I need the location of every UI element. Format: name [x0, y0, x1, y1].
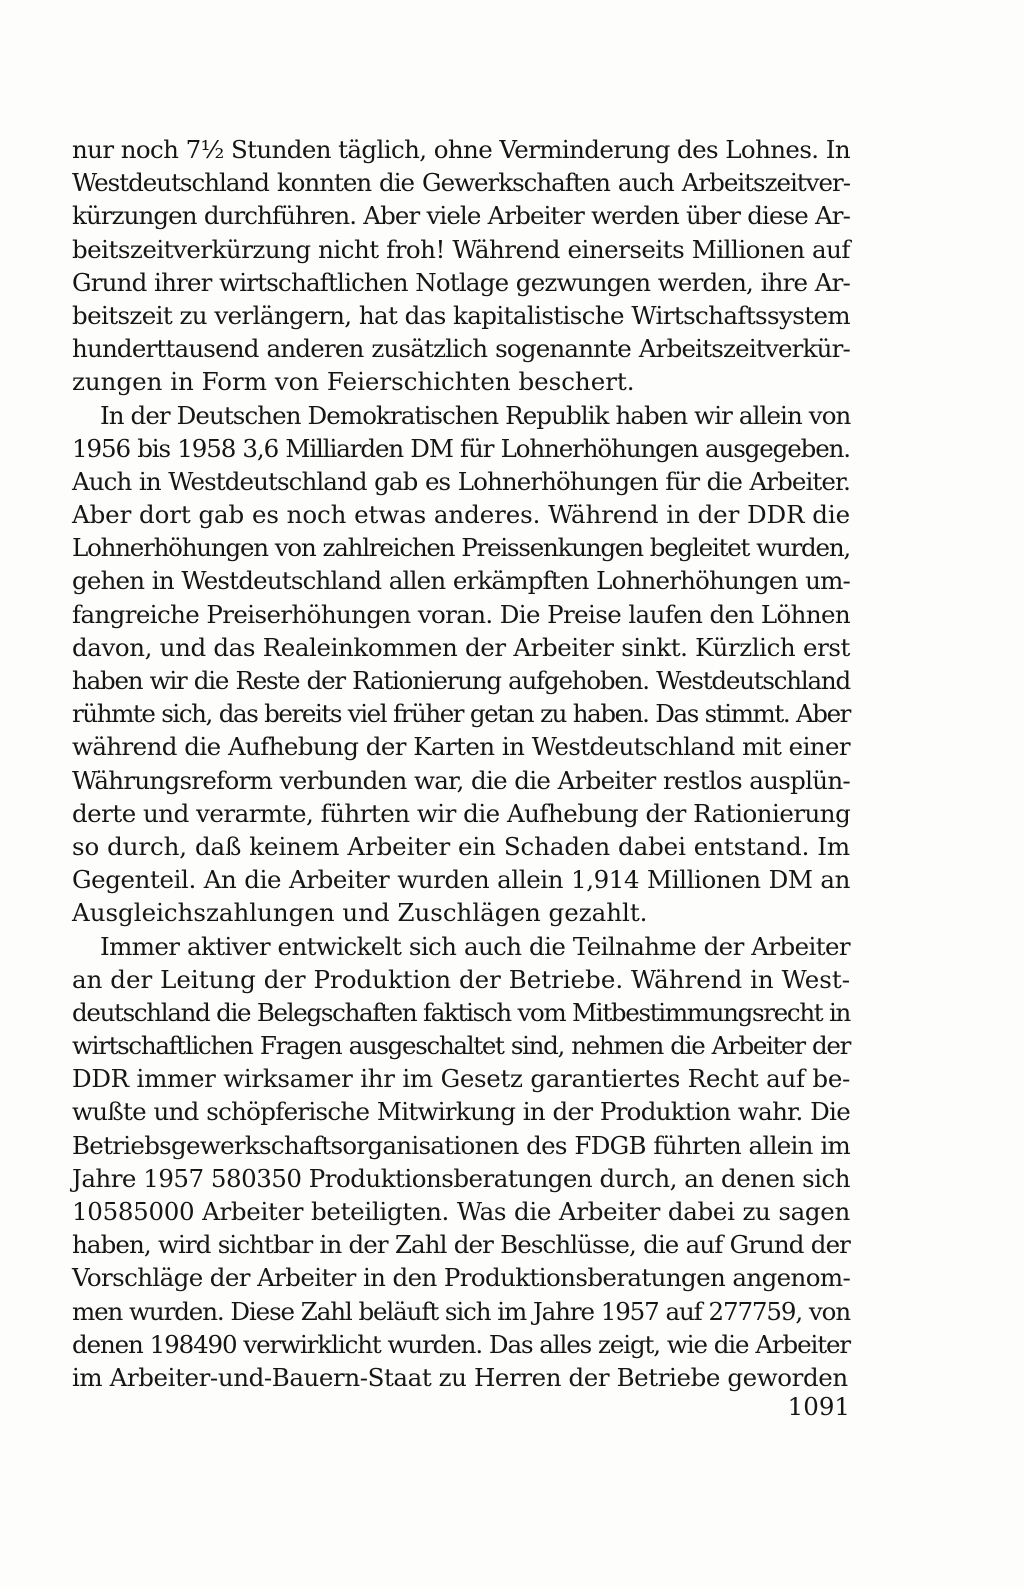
text-line: Aber dort gab es noch etwas anderes. Während in der DDR die — [72, 500, 850, 530]
text-line: deutschland die Belegschaften faktisch vom Mitbestimmungsrecht in — [72, 997, 850, 1027]
text-line: Betriebsgewerkschaftsorganisationen des FDGB führten allein im — [72, 1130, 850, 1160]
text-line: davon, und das Realeinkommen der Arbeiter sinkt. Kürzlich erst — [72, 632, 850, 662]
text-line: DDR immer wirksamer ihr im Gesetz garantiertes Recht auf be- — [72, 1064, 850, 1094]
text-line: hunderttausend anderen zusätzlich sogenannte Arbeitszeitverkür- — [72, 334, 850, 364]
paragraph — [72, 930, 850, 1395]
text-line: derte und verarmte, führten wir die Aufhebung der Rationierung — [72, 798, 851, 828]
text-line: men wurden. Diese Zahl beläuft sich im Jahre 1957 auf 277759, von — [72, 1296, 850, 1326]
text-line: fangreiche Preiserhöhungen voran. Die Preise laufen den Löhnen — [72, 599, 851, 629]
text-line: wußte und schöpferische Mitwirkung in der Produktion wahr. Die — [72, 1097, 850, 1127]
text-line: Westdeutschland konnten die Gewerkschaften auch Arbeitszeitver- — [72, 168, 850, 198]
text-line: zungen in Form von Feierschichten beschert. — [72, 367, 635, 397]
text-line: während die Aufhebung der Karten in Westdeutschland mit einer — [72, 732, 850, 762]
text-line: haben wir die Reste der Rationierung aufgehoben. Westdeutschland — [72, 666, 850, 695]
paragraph — [72, 399, 850, 930]
text-line: rühmte sich, das bereits viel früher getan zu haben. Das stimmt. Aber — [72, 699, 850, 729]
text-line: beitszeit zu verlängern, hat das kapitalistische Wirtschaftssystem — [72, 300, 850, 330]
text-line: kürzungen durchführen. Aber viele Arbeiter werden über diese Ar- — [72, 201, 850, 231]
text-line: wirtschaftlichen Fragen ausgeschaltet sind, nehmen die Arbeiter der — [72, 1031, 850, 1061]
text-line: Gegenteil. An die Arbeiter wurden allein 1,914 Millionen DM an — [72, 865, 850, 895]
text-line: Grund ihrer wirtschaftlichen Notlage gezwungen werden, ihre Ar- — [72, 267, 850, 297]
text-line: nur noch 7½ Stunden täglich, ohne Verminderung des Lohnes. In — [72, 135, 850, 164]
text-line: Jahre 1957 580350 Produktionsberatungen durch, an denen sich — [72, 1163, 850, 1193]
text-line: gehen in Westdeutschland allen erkämpften Lohnerhöhungen um- — [72, 566, 850, 596]
text-line: Auch in Westdeutschland gab es Lohnerhöhungen für die Arbeiter. — [72, 466, 850, 496]
text-line: In der Deutschen Demokratischen Republik haben wir allein von — [100, 400, 851, 430]
text-line: an der Leitung der Produktion der Betriebe. Während in West- — [72, 964, 850, 994]
text-line: Vorschläge der Arbeiter in den Produktionsberatungen angenom- — [72, 1263, 851, 1293]
text-line: 1956 bis 1958 3,6 Milliarden DM für Lohnerhöhungen ausgegeben. — [72, 433, 850, 463]
text-line: 10585000 Arbeiter beteiligten. Was die Arbeiter dabei zu sagen — [72, 1197, 850, 1226]
text-line: im Arbeiter-und-Bauern-Staat zu Herren der Betriebe geworden — [72, 1362, 848, 1392]
text-line: Währungsreform verbunden war, die die Arbeiter restlos ausplün- — [72, 765, 850, 795]
page-number: 1091 — [787, 1392, 850, 1421]
text-line: Immer aktiver entwickelt sich auch die Teilnahme der Arbeiter — [100, 931, 850, 961]
text-line: haben, wird sichtbar in der Zahl der Beschlüsse, die auf Grund der — [72, 1230, 850, 1260]
text-line: beitszeitverkürzung nicht froh! Während einerseits Millionen auf — [72, 234, 850, 264]
body-text — [72, 133, 850, 1394]
text-line: denen 198490 verwirklicht wurden. Das alles zeigt, wie die Arbeiter — [72, 1329, 850, 1359]
text-line: Ausgleichszahlungen und Zuschlägen gezahlt. — [72, 898, 648, 928]
paragraph — [72, 133, 850, 399]
text-line: Lohnerhöhungen von zahlreichen Preissenkungen begleitet wurden, — [72, 533, 850, 563]
text-line: so durch, daß keinem Arbeiter ein Schaden dabei entstand. Im — [72, 831, 850, 861]
